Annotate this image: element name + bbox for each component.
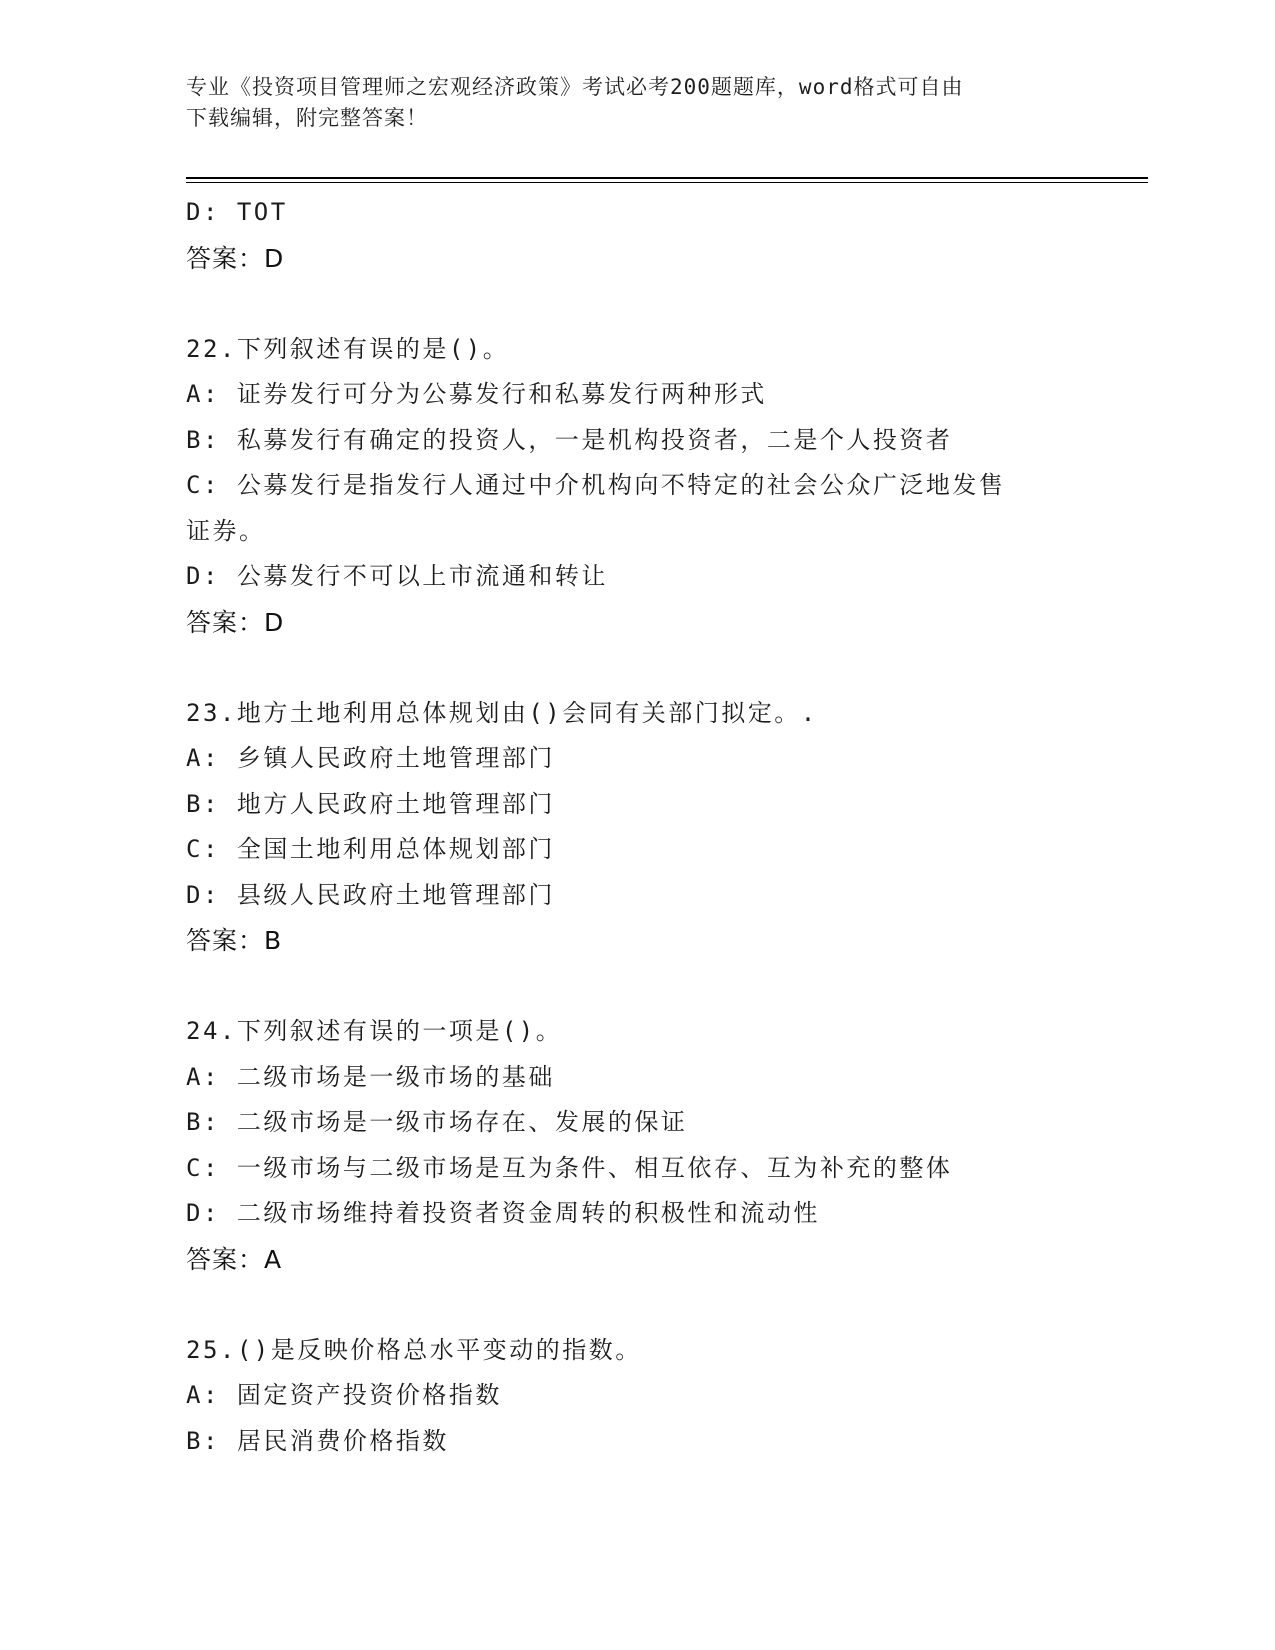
option-d: D: TOT bbox=[186, 198, 288, 226]
answer-line: 答案：A bbox=[186, 1244, 283, 1274]
option-d: D: 二级市场维持着投资者资金周转的积极性和流动性 bbox=[186, 1199, 820, 1227]
page-header bbox=[186, 72, 1086, 134]
option-c: C: 公募发行是指发行人通过中介机构向不特定的社会公众广泛地发售 bbox=[186, 471, 1006, 499]
header-title-line-1: 专业《投资项目管理师之宏观经济政策》考试必考200题题库，word格式可自由 bbox=[186, 75, 964, 99]
option-b: B: 私募发行有确定的投资人，一是机构投资者，二是个人投资者 bbox=[186, 425, 953, 454]
option-a: A: 乡镇人民政府土地管理部门 bbox=[186, 744, 555, 772]
header-divider-thick bbox=[186, 177, 1148, 179]
spacer bbox=[186, 964, 1086, 1010]
question-text: 24.下列叙述有误的一项是()。 bbox=[186, 1017, 563, 1045]
option-a: A: 固定资产投资价格指数 bbox=[186, 1381, 502, 1409]
question-block-22 bbox=[186, 327, 1086, 646]
option-b: B: 地方人民政府土地管理部门 bbox=[186, 789, 555, 818]
option-c-continuation: 证券。 bbox=[186, 516, 266, 545]
spacer bbox=[186, 281, 1086, 327]
spacer bbox=[186, 1282, 1086, 1328]
option-c: C: 一级市场与二级市场是互为条件、相互依存、互为补充的整体 bbox=[186, 1153, 953, 1182]
question-block-23 bbox=[186, 691, 1086, 964]
option-b: B: 居民消费价格指数 bbox=[186, 1426, 449, 1455]
question-block-21-tail bbox=[186, 190, 1086, 281]
option-d: D: 县级人民政府土地管理部门 bbox=[186, 880, 555, 909]
spacer bbox=[186, 645, 1086, 691]
option-c: C: 全国土地利用总体规划部门 bbox=[186, 835, 555, 863]
question-block-24 bbox=[186, 1009, 1086, 1282]
question-list bbox=[186, 190, 1086, 1464]
question-text: 23.地方土地利用总体规划由()会同有关部门拟定。. bbox=[186, 698, 818, 727]
answer-line: 答案：D bbox=[186, 243, 285, 273]
option-a: A: 证券发行可分为公募发行和私募发行两种形式 bbox=[186, 380, 767, 408]
option-a: A: 二级市场是一级市场的基础 bbox=[186, 1062, 555, 1091]
question-text: 22.下列叙述有误的是()。 bbox=[186, 334, 510, 363]
header-divider-thin bbox=[186, 182, 1148, 183]
option-d: D: 公募发行不可以上市流通和转让 bbox=[186, 562, 608, 590]
answer-line: 答案：D bbox=[186, 607, 285, 637]
question-block-25 bbox=[186, 1328, 1086, 1465]
question-text: 25.()是反映价格总水平变动的指数。 bbox=[186, 1335, 642, 1364]
header-title-line-2: 下载编辑，附完整答案！ bbox=[186, 106, 428, 130]
answer-line: 答案：B bbox=[186, 926, 283, 955]
option-b: B: 二级市场是一级市场存在、发展的保证 bbox=[186, 1108, 688, 1136]
